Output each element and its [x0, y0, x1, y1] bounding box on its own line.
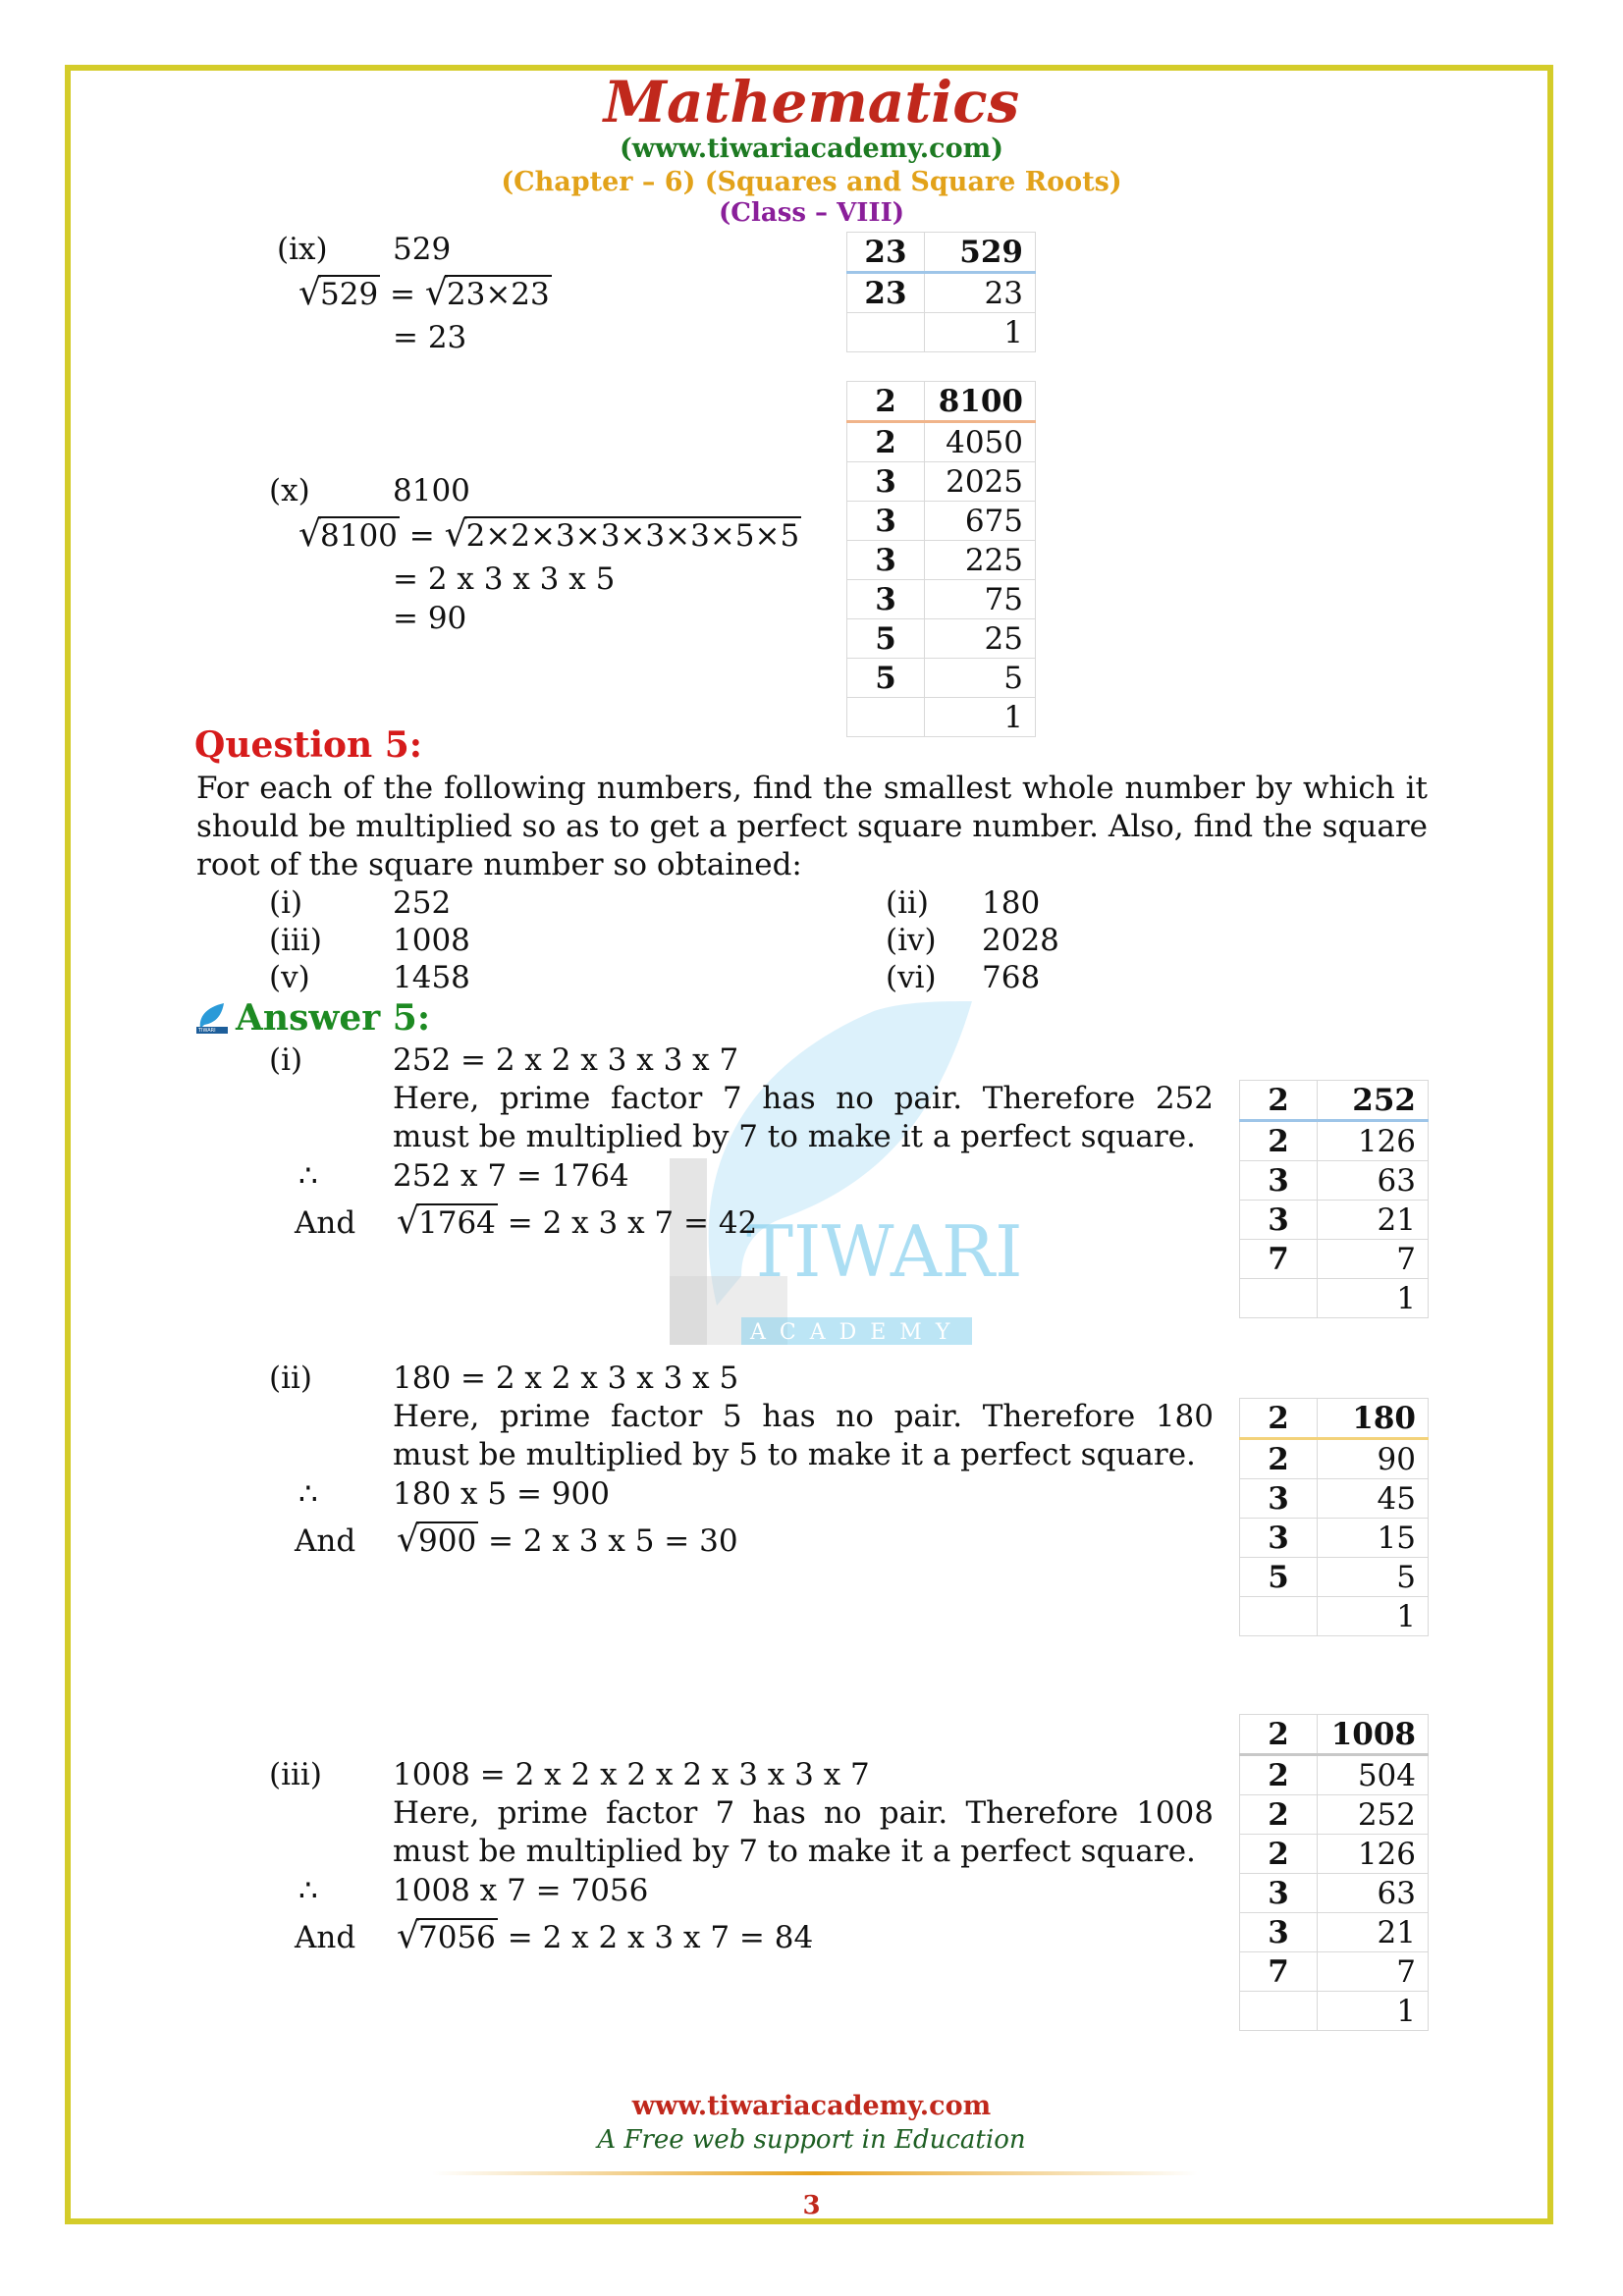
factor-table-row	[1240, 1240, 1429, 1279]
factor-table-row	[1240, 1795, 1429, 1835]
divisor-cell	[1240, 1279, 1318, 1318]
divisor-cell: 3	[1240, 1874, 1318, 1913]
factor-table-header-row	[1240, 1715, 1429, 1755]
quotient-cell: 21	[1318, 1913, 1429, 1952]
quotient-cell: 504	[1318, 1755, 1429, 1795]
divisor-cell: 3	[1240, 1479, 1318, 1519]
factor-table-row	[1240, 1439, 1429, 1479]
quotient-cell: 1	[1318, 1992, 1429, 2031]
footer-url[interactable]: www.tiwariacademy.com	[631, 2091, 992, 2121]
divisor-cell: 2	[1240, 1081, 1318, 1121]
answer-ii-explain: Here, prime factor 5 has no pair. Therefore 180 must be multiplied by 5 to make it a perfect square.	[393, 1399, 1214, 1472]
divisor-cell	[1240, 1597, 1318, 1636]
quotient-cell: 21	[1318, 1201, 1429, 1240]
header-class: (Class – VIII)	[718, 198, 905, 228]
quotient-cell: 1008	[1318, 1715, 1429, 1755]
q5-item-value: 768	[982, 960, 1041, 995]
quotient-cell: 25	[925, 619, 1036, 659]
tiwari-academy-watermark	[648, 982, 1023, 1355]
factor-table-8100	[846, 381, 1036, 737]
part-ix-sqrt-line: √ 529 = √ 23×23	[298, 273, 550, 313]
factor-table-252	[1239, 1080, 1429, 1318]
quotient-cell: 180	[1318, 1399, 1429, 1439]
therefore-icon: ∴	[298, 1476, 318, 1512]
answer-ii-factor: 180 = 2 x 2 x 3 x 3 x 5	[393, 1361, 739, 1396]
quotient-cell: 1	[1318, 1279, 1429, 1318]
factor-table-row	[1240, 1479, 1429, 1519]
answer-5-heading: Answer 5:	[236, 997, 431, 1039]
divisor-cell: 3	[847, 462, 925, 502]
divisor-cell: 2	[1240, 1835, 1318, 1874]
factor-table-row	[1240, 1755, 1429, 1795]
divisor-cell	[847, 313, 925, 352]
factor-table-header-row	[1240, 1081, 1429, 1121]
answer-i-explain: Here, prime factor 7 has no pair. Therefore 252 must be multiplied by 7 to make it a perfect square.	[393, 1081, 1214, 1154]
factor-table-529	[846, 232, 1036, 352]
and-label: And	[295, 1523, 356, 1559]
q5-item-value: 180	[982, 885, 1041, 921]
factor-table-180	[1239, 1398, 1429, 1636]
factor-table-row	[847, 659, 1036, 698]
factor-table-row	[847, 273, 1036, 313]
divisor-cell: 5	[1240, 1558, 1318, 1597]
divisor-cell: 2	[1240, 1121, 1318, 1161]
answer-ii-product: 180 x 5 = 900	[393, 1476, 610, 1512]
factor-table-row	[847, 580, 1036, 619]
quotient-cell: 63	[1318, 1161, 1429, 1201]
divisor-cell: 3	[847, 541, 925, 580]
divisor-cell: 3	[1240, 1913, 1318, 1952]
factor-table-row	[847, 313, 1036, 352]
answer-i-factor: 252 = 2 x 2 x 3 x 3 x 7	[393, 1042, 739, 1078]
answer-i-product: 252 x 7 = 1764	[393, 1158, 629, 1194]
quotient-cell: 15	[1318, 1519, 1429, 1558]
divisor-cell: 2	[1240, 1795, 1318, 1835]
header-url[interactable]: (www.tiwariacademy.com)	[620, 133, 1003, 164]
divisor-cell: 7	[1240, 1952, 1318, 1992]
factor-table-row	[847, 462, 1036, 502]
watermark-sub: ACADEMY	[750, 1320, 964, 1345]
divisor-cell: 5	[847, 619, 925, 659]
answer-iii-explain: Here, prime factor 7 has no pair. Therefore 1008 must be multiplied by 7 to make it a perfect square.	[393, 1795, 1214, 1869]
quotient-cell: 252	[1318, 1081, 1429, 1121]
quotient-cell: 252	[1318, 1795, 1429, 1835]
divisor-cell: 3	[1240, 1519, 1318, 1558]
quotient-cell: 63	[1318, 1874, 1429, 1913]
answer-iii-factor: 1008 = 2 x 2 x 2 x 2 x 3 x 3 x 7	[393, 1757, 870, 1792]
factor-table-header-row	[1240, 1399, 1429, 1439]
factor-table-1008	[1239, 1714, 1429, 2031]
answer-iii-product: 1008 x 7 = 7056	[393, 1873, 649, 1908]
factor-table-row	[1240, 1874, 1429, 1913]
quotient-cell: 675	[925, 502, 1036, 541]
q5-item-label: (vi)	[886, 960, 937, 995]
quotient-cell: 45	[1318, 1479, 1429, 1519]
divisor-cell: 2	[1240, 1439, 1318, 1479]
part-x-sqrt-line: √ 8100 = √ 2×2×3×3×3×3×5×5	[298, 514, 800, 555]
divisor-cell: 5	[847, 659, 925, 698]
divisor-cell: 2	[1240, 1399, 1318, 1439]
q5-item-value: 1008	[393, 923, 470, 958]
divisor-cell	[1240, 1992, 1318, 2031]
factor-table-row	[847, 541, 1036, 580]
divisor-cell: 23	[847, 273, 925, 313]
q5-item-value: 2028	[982, 923, 1059, 958]
answer-i-label: (i)	[269, 1042, 303, 1078]
q5-item-label: (iv)	[886, 923, 937, 958]
answer-ii-root: √ 900 = 2 x 3 x 5 = 30	[397, 1520, 738, 1560]
divisor-cell	[847, 698, 925, 737]
divisor-cell: 3	[847, 502, 925, 541]
and-label: And	[295, 1205, 356, 1241]
page-title: Mathematics	[603, 69, 1020, 135]
q5-item-label: (v)	[269, 960, 310, 995]
footer-tagline: A Free web support in Education	[597, 2125, 1026, 2155]
therefore-icon: ∴	[298, 1158, 318, 1194]
divisor-cell: 3	[847, 580, 925, 619]
quotient-cell: 23	[925, 273, 1036, 313]
factor-table-row	[847, 619, 1036, 659]
header-chapter: (Chapter – 6) (Squares and Square Roots)	[501, 167, 1122, 197]
factor-table-row	[1240, 1201, 1429, 1240]
quotient-cell: 126	[1318, 1835, 1429, 1874]
quotient-cell: 126	[1318, 1121, 1429, 1161]
factor-table-row	[1240, 1121, 1429, 1161]
quotient-cell: 1	[925, 698, 1036, 737]
quotient-cell: 1	[1318, 1597, 1429, 1636]
quotient-cell: 225	[925, 541, 1036, 580]
q5-item-value: 1458	[393, 960, 470, 995]
divisor-cell: 23	[847, 233, 925, 273]
footer-divider	[432, 2171, 1198, 2175]
quotient-cell: 75	[925, 580, 1036, 619]
q5-item-label: (ii)	[886, 885, 930, 921]
quotient-cell: 8100	[925, 382, 1036, 422]
q5-item-value: 252	[393, 885, 452, 921]
question-5-heading: Question 5:	[194, 724, 423, 766]
part-ix-result: = 23	[393, 320, 467, 355]
divisor-cell: 2	[1240, 1715, 1318, 1755]
factor-table-row	[1240, 1279, 1429, 1318]
quotient-cell: 5	[925, 659, 1036, 698]
factor-table-row	[847, 502, 1036, 541]
divisor-cell: 2	[847, 422, 925, 462]
q5-item-label: (i)	[269, 885, 303, 921]
quotient-cell: 1	[925, 313, 1036, 352]
part-x-line2: = 2 x 3 x 3 x 5	[393, 561, 616, 597]
divisor-cell: 3	[1240, 1201, 1318, 1240]
factor-table-row	[847, 698, 1036, 737]
quotient-cell: 4050	[925, 422, 1036, 462]
quotient-cell: 7	[1318, 1240, 1429, 1279]
answer-iii-root: √ 7056 = 2 x 2 x 3 x 7 = 84	[397, 1916, 814, 1956]
part-x-number: 8100	[393, 473, 470, 508]
divisor-cell: 2	[1240, 1755, 1318, 1795]
divisor-cell: 3	[1240, 1161, 1318, 1201]
answer-i-root: √ 1764 = 2 x 3 x 7 = 42	[397, 1201, 758, 1242]
answer-ii-label: (ii)	[269, 1361, 313, 1396]
part-x-label: (x)	[269, 473, 310, 508]
factor-table-row	[1240, 1519, 1429, 1558]
factor-table-row	[1240, 1597, 1429, 1636]
q5-item-label: (iii)	[269, 923, 322, 958]
factor-table-row	[847, 422, 1036, 462]
factor-table-row	[1240, 1952, 1429, 1992]
factor-table-row	[1240, 1161, 1429, 1201]
and-label: And	[295, 1920, 356, 1955]
factor-table-row	[1240, 1835, 1429, 1874]
question-5-text: For each of the following numbers, find the smallest whole number by which it should be multiplied so as to get a perfect square number. Also, find the square root of the square number so obtained:	[196, 771, 1428, 882]
quotient-cell: 90	[1318, 1439, 1429, 1479]
divisor-cell: 7	[1240, 1240, 1318, 1279]
divisor-cell: 2	[847, 382, 925, 422]
quotient-cell: 7	[1318, 1952, 1429, 1992]
quotient-cell: 5	[1318, 1558, 1429, 1597]
factor-table-header-row	[847, 382, 1036, 422]
factor-table-row	[1240, 1913, 1429, 1952]
answer-iii-label: (iii)	[269, 1757, 322, 1792]
factor-table-row	[1240, 1558, 1429, 1597]
factor-table-row	[1240, 1992, 1429, 2031]
tiwari-logo-icon: TIWARI	[194, 999, 230, 1035]
part-x-result: = 90	[393, 601, 467, 636]
watermark-word: TIWARI	[746, 1210, 1023, 1293]
quotient-cell: 529	[925, 233, 1036, 273]
quotient-cell: 2025	[925, 462, 1036, 502]
page-number: 3	[802, 2191, 821, 2220]
factor-table-header-row	[847, 233, 1036, 273]
part-ix-label: (ix)	[277, 232, 328, 267]
therefore-icon: ∴	[298, 1873, 318, 1908]
part-ix-number: 529	[393, 232, 452, 267]
